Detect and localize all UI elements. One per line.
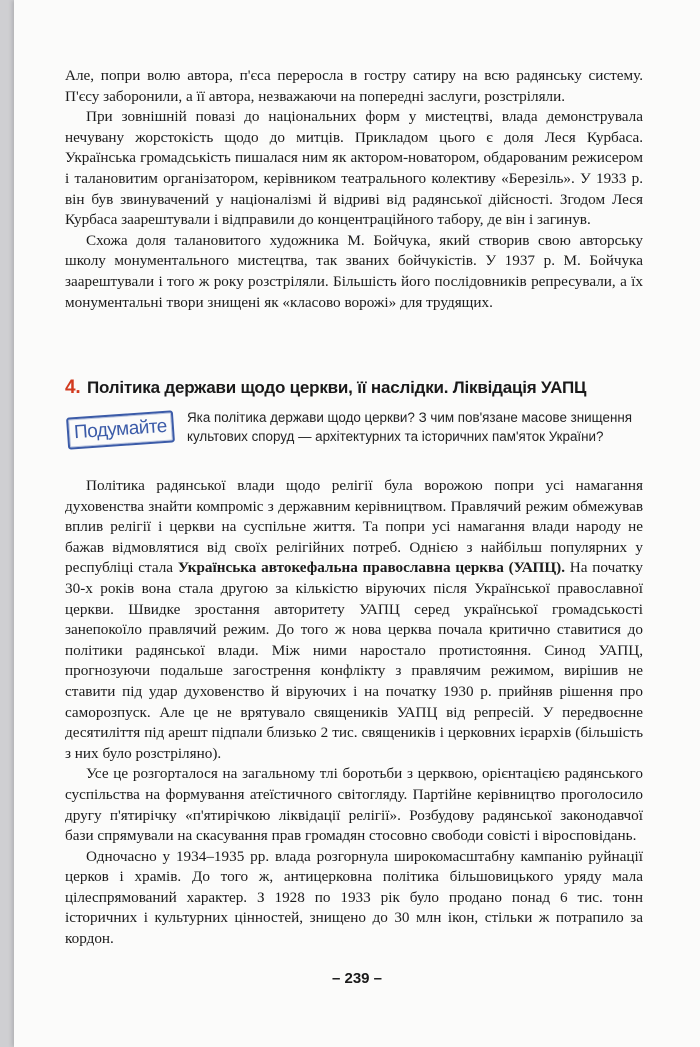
page-number: – 239 – bbox=[331, 970, 383, 987]
think-stamp-icon bbox=[66, 410, 175, 449]
body-paragraph-2: Усе це розгорталося на загальному тлі боротьби з церквою, орієнтацією радянського суспільства на формування атеїстичного світогляду. Партійне керівництво проголосило другу п'ятирічку «п'ятирічкою ліквідації релігії». Розбудову радянської законодавчої бази спрямували на скасування прав громадян стосовно свободи совісті і віросповідань. bbox=[65, 765, 643, 845]
main-text bbox=[65, 476, 643, 950]
body-paragraph-3: Одночасно у 1934–1935 рр. влада розгорнула широкомасштабну кампанію руйнації церков і храмів. До того ж, антицерковна політика більшовицького уряду мала цілеспрямований характер. З 1928 по 1933 рік було продано понад 6 тис. тонн історичних і культурних цінностей, знищено до 30 млн ікон, стільки ж потрапило за кордон. bbox=[65, 847, 643, 948]
body-paragraph-1-text-a: Політика радянської влади щодо релігії була ворожою попри усі намагання духовенства знайти компроміс з державним керівництвом. Правлячий режим обмежував вплив релігії і церкви на суспільне життя. Та попри усі намагання влади народу не бажав відмовлятися від своїх релігійних потреб. Однією з найбільш популярних у республіці стала bbox=[65, 477, 643, 577]
intro-text bbox=[65, 66, 643, 313]
intro-paragraph-1: Але, попри волю автора, п'єса переросла в гостру сатиру на всю радянську систему. П'єсу заборонили, а її автора, незважаючи на попередні заслуги, розстріляли. bbox=[65, 67, 643, 105]
intro-paragraph-2: При зовнішній повазі до національних форм у мистецтві, влада демонструвала нечувану жорстокість щодо до митців. Прикладом цього є доля Леся Курбаса. Українська громадськість пишалася ним як актором-новатором, обдарованим режисером і талановитим організатором, керівником театрального колективу «Березіль». У 1933 р. він був звинувачений у націоналізмі й відриві від радянської дійсності. Згодом Леся Курбаса заарештували і відправили до концентраційного табору, де він і загинув. bbox=[65, 108, 643, 229]
section-heading bbox=[65, 377, 665, 399]
body-paragraph-1-text-b: На початку 30-х років вона стала другою за кількістю віруючих після Української православної церкви. Швидке зростання авторитету УАПЦ серед української громадськості занепокоїло правлячий режим. До того ж нова церква почала критично ставитися до політики радянської влади. Між ними наростало протистояння. Синод УАПЦ, прогнозуючи подальше загострення конфлікту з правлячим режимом, вирішив не ставити під удар духовенство й віруючих і на початку 1930 р. прийняв рішення про саморозпуск. Але це не врятувало священиків УАПЦ від репресій. У передвоєнне десятиліття під арешт підпали близько 2 тис. священиків і церковних ієрархів (більшість з них було розстріляно). bbox=[65, 559, 644, 762]
intro-paragraph-3: Схожа доля талановитого художника М. Бойчука, який створив свою авторську школу монументального мистецтва, так званих бойчукістів. У 1937 р. М. Бойчука заарештували і того ж року розстріляли. Більшість його послідовників репресували, а їх монументальні твори знищені як «класово ворожі» для трудящих. bbox=[65, 231, 643, 311]
think-question: Яка політика держави щодо церкви? З чим пов'язане масове знищення культових споруд — архітектурних та історичних пам'яток України? bbox=[187, 410, 632, 444]
body-paragraph-1 bbox=[65, 476, 643, 764]
section-number: 4. bbox=[65, 377, 81, 398]
book-page bbox=[14, 0, 700, 1047]
section-title: Політика держави щодо церкви, її наслідки. Ліквідація УАПЦ bbox=[86, 378, 587, 397]
think-stamp-label: Подумайте bbox=[73, 415, 168, 444]
uapc-term: Українська автокефальна православна церква (УАПЦ). bbox=[177, 559, 565, 577]
